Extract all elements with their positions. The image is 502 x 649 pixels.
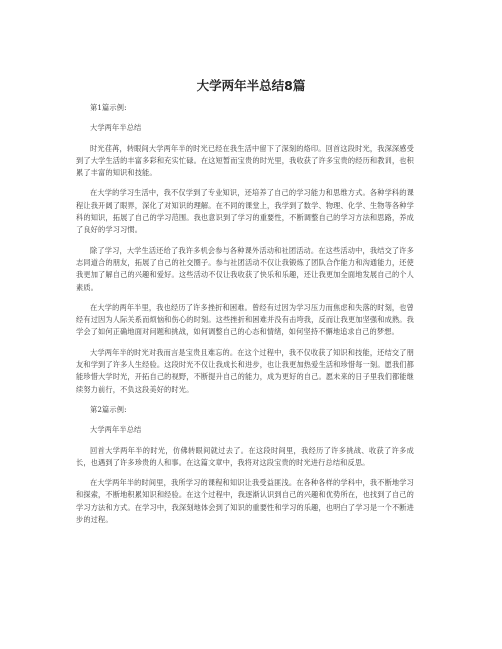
document-body [76, 102, 414, 534]
document-title: 大学两年半总结8篇 [196, 78, 306, 93]
section-label: 第2篇示例: [90, 404, 127, 414]
section-heading: 大学两年半总结 [90, 123, 142, 133]
section-heading: 大学两年半总结 [90, 425, 142, 435]
paragraph: 在大学的两年半里，我也经历了许多挫折和困难。曾经有过因为学习压力而焦虑和失落的时刻，也曾经有过因为人际关系而烦恼和伤心的时刻。这些挫折和困难并没有击垮我，反而让我更加坚强和成熟。我学会了如何正确地面对问题和挑战，如何调整自己的心态和情绪，如何坚持不懈地追求自己的梦想。 [76, 302, 414, 337]
paragraph: 除了学习，大学生活还给了我许多机会参与各种课外活动和社团活动。在这些活动中，我结交了许多志同道合的朋友，拓展了自己的社交圈子。参与社团活动不仅让我锻炼了团队合作能力和沟通能力，还使我更加了解自己的兴趣和爱好。这些活动不仅让我收获了快乐和乐趣，还让我更加全面地发展自己的个人素质。 [76, 245, 414, 292]
paragraph: 回首大学两年半的时光，仿佛转眼间就过去了。在这段时间里，我经历了许多挑战、收获了许多成长，也遇到了许多珍贵的人和事。在这篇文章中，我将对这段宝贵的时光进行总结和反思。 [76, 445, 414, 467]
paragraph: 时光荏苒，转眼间大学两年半的时光已经在我生活中留下了深刻的烙印。回首这段时光，我深深感受到了大学生活的丰富多彩和充实忙碌。在这短暂而宝贵的时光里，我收获了许多宝贵的经历和教训，也积累了丰富的知识和技能。 [76, 143, 414, 178]
paragraph: 在大学两年半的时间里，我所学习的课程和知识让我受益匪浅。在各种各样的学科中，我不断地学习和探索，不断地积累知识和经验。在这个过程中，我逐渐认识到自己的兴趣和优势所在，也找到了自己的学习方法和方式。在学习中，我深刻地体会到了知识的重要性和学习的乐趣，也明白了学习是一个不断进步的过程。 [76, 478, 414, 525]
paragraph: 大学两年半的时光对我而言是宝贵且难忘的。在这个过程中，我不仅收获了知识和技能，还结交了朋友和学到了许多人生经验。这段时光不仅让我成长和进步，也让我更加热爱生活和珍惜每一刻。愿我们都能珍惜大学时光，开拓自己的视野，不断提升自己的能力，成为更好的自己。愿未来的日子里我们都能继续努力前行，不负这段美好的时光。 [76, 347, 414, 394]
section-label: 第1篇示例: [90, 103, 127, 112]
paragraph: 在大学的学习生活中，我不仅学到了专业知识，还培养了自己的学习能力和思维方式。各种学科的课程让我开阔了眼界，深化了对知识的理解。在不同的课堂上，我学到了数学、物理、化学、生物等各种学科的知识，拓展了自己的学习范围。我也意识到了学习的重要性，不断调整自己的学习方法和思路，养成了良好的学习习惯。 [76, 188, 414, 235]
